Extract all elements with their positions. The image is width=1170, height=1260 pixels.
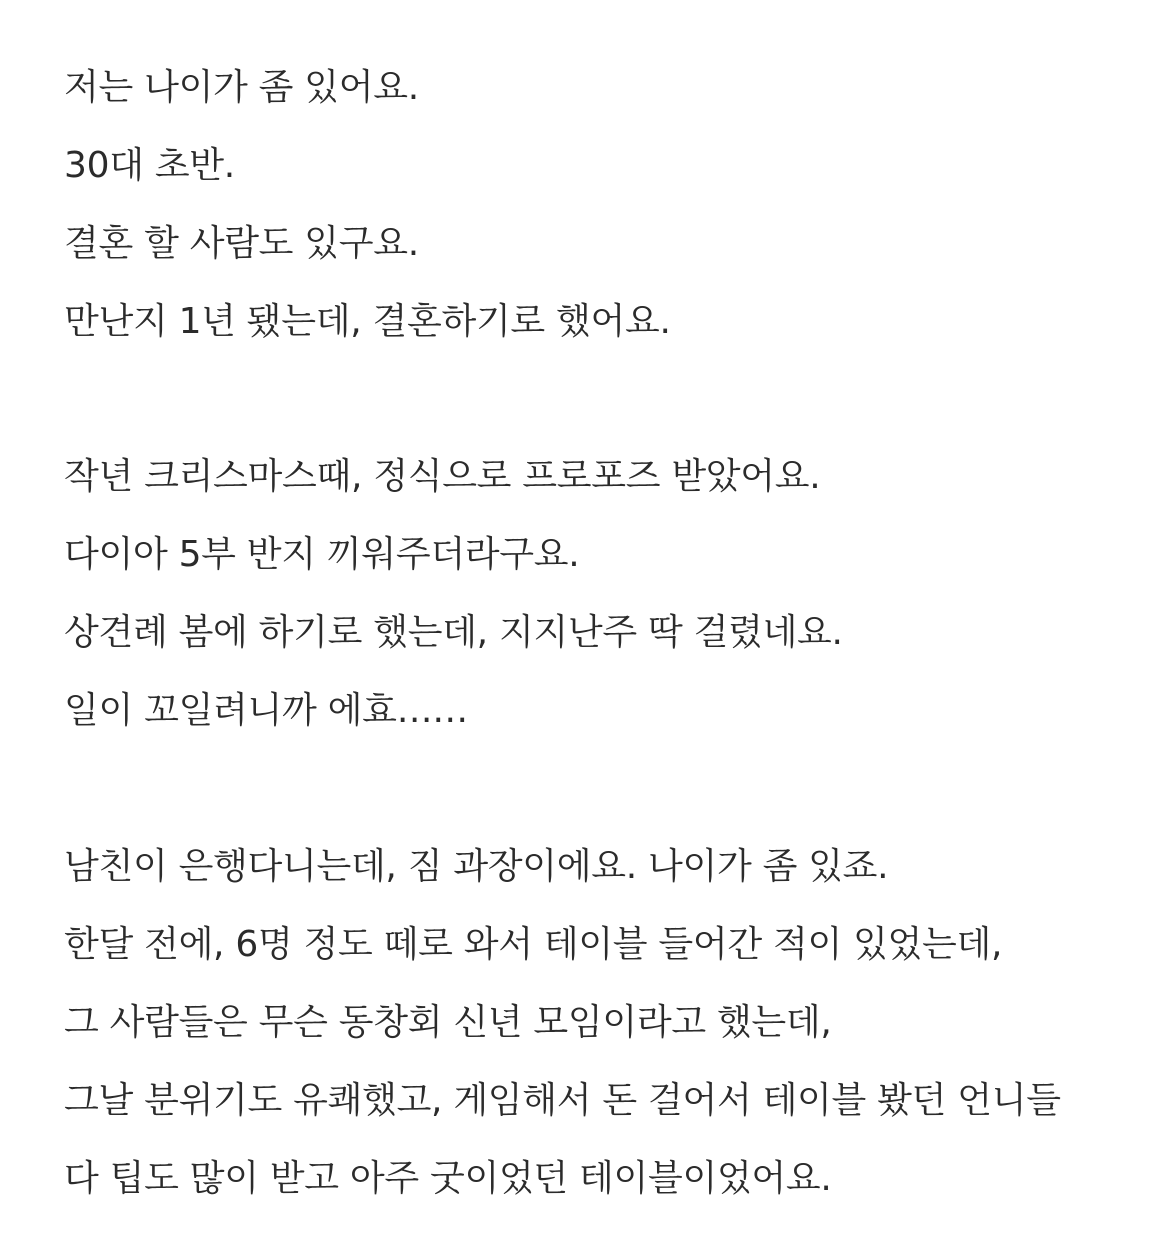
text-line: 다 팁도 많이 받고 아주 굿이었던 테이블이었어요. — [64, 1158, 832, 1199]
text-line: 그날 분위기도 유쾌했고, 게임해서 돈 걸어서 테이블 봤던 언니들 — [64, 1080, 1061, 1121]
text-line: 저는 나이가 좀 있어요. — [64, 67, 419, 108]
text-line: 일이 꼬일려니까 에효…… — [64, 690, 468, 731]
text-line: 그 사람들은 무슨 동창회 신년 모임이라고 했는데, — [64, 1002, 832, 1043]
text-line: 다이아 5부 반지 끼워주더라구요. — [64, 534, 580, 575]
text-line: 결혼 할 사람도 있구요. — [64, 223, 419, 264]
text-line: 남친이 은행다니는데, 짐 과장이에요. 나이가 좀 있죠. — [64, 846, 889, 887]
text-line: 상견례 봄에 하기로 했는데, 지지난주 딱 걸렸네요. — [64, 612, 843, 653]
text-line: 30대 초반. — [64, 145, 235, 186]
text-line: 작년 크리스마스때, 정식으로 프로포즈 받았어요. — [64, 456, 821, 497]
text-line: 한달 전에, 6명 정도 떼로 와서 테이블 들어간 적이 있었는데, — [64, 924, 1003, 965]
text-line: 만난지 1년 됐는데, 결혼하기로 했어요. — [64, 301, 671, 342]
